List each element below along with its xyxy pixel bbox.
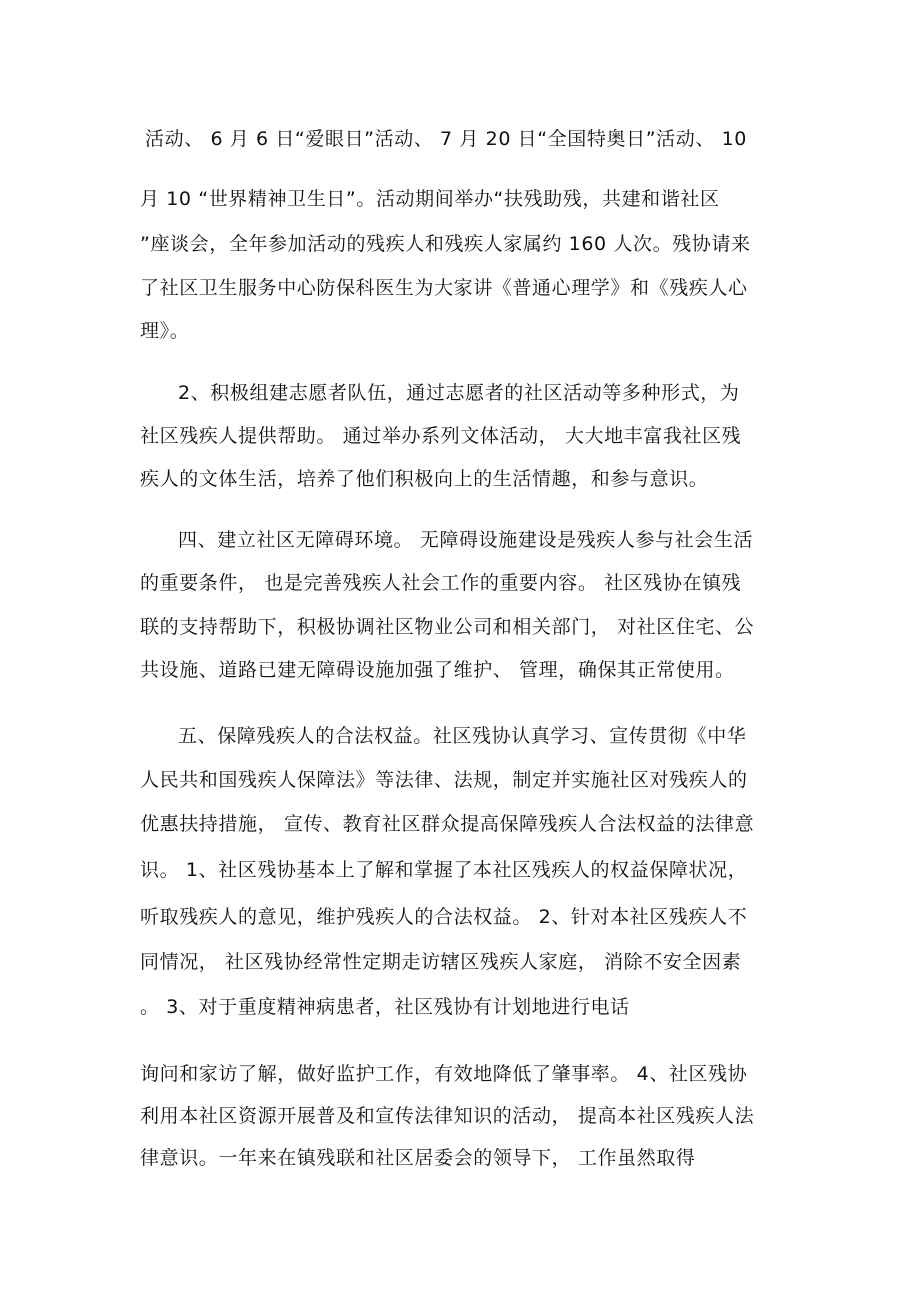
text-line: 五、保障残疾人的合法权益。社区残协认真学习、宣传贯彻《中华 (178, 725, 747, 747)
text-line: 同情况， 社区残协经常性定期走访辖区残疾人家庭， 消除不安全因素 (140, 951, 742, 973)
text-line: 理》。 (140, 320, 190, 342)
text-line: 了社区卫生服务中心防保科医生为大家讲《普通心理学》和《残疾人心 (140, 277, 748, 299)
text-line: 2、积极组建志愿者队伍，通过志愿者的社区活动等多种形式，为 (178, 382, 740, 404)
text-line: 社区残疾人提供帮助。 通过举办系列文体活动， 大大地丰富我社区残 (140, 425, 742, 447)
text-line: 联的支持帮助下，积极协调社区物业公司和相关部门， 对社区住宅、公 (140, 616, 755, 638)
text-line: 四、建立社区无障碍环境。 无障碍设施建设是残疾人参与社会生活 (178, 529, 754, 551)
text-line: 识。 1、社区残协基本上了解和掌握了本社区残疾人的权益保障状况， (140, 859, 748, 881)
text-line: 听取残疾人的意见，维护残疾人的合法权益。 2、针对本社区残疾人不 (140, 906, 748, 928)
text-line: 询问和家访了解，做好监护工作，有效地降低了肇事率。 4、社区残协 (140, 1063, 748, 1085)
text-line: 。 3、对于重度精神病患者，社区残协有计划地进行电话 (140, 996, 630, 1018)
text-line: 律意识。一年来在镇残联和社区居委会的领导下， 工作虽然取得 (140, 1147, 696, 1169)
text-line: 优惠扶持措施， 宣传、教育社区群众提高保障残疾人合法权益的法律意 (140, 813, 755, 835)
text-line: 活动、 6 月 6 日“爱眼日”活动、 7 月 20 日“全国特奥日”活动、 10 (145, 128, 747, 150)
text-line: 人民共和国残疾人保障法》等法律、法规，制定并实施社区对残疾人的 (140, 769, 748, 791)
text-line: 疾人的文体生活，培养了他们积极向上的生活情趣，和参与意识。 (140, 468, 709, 490)
text-line: ”座谈会，全年参加活动的残疾人和残疾人家属约 160 人次。残协请来 (140, 233, 751, 255)
text-line: 利用本社区资源开展普及和宣传法律知识的活动， 提高本社区残疾人法 (140, 1105, 755, 1127)
text-line: 共设施、道路已建无障碍设施加强了维护、 管理，确保其正常使用。 (140, 659, 735, 681)
text-line: 月 10 “世界精神卫生日”。活动期间举办“扶残助残，共建和谐社区 (140, 188, 720, 210)
text-line: 的重要条件， 也是完善残疾人社会工作的重要内容。 社区残协在镇残 (140, 572, 742, 594)
